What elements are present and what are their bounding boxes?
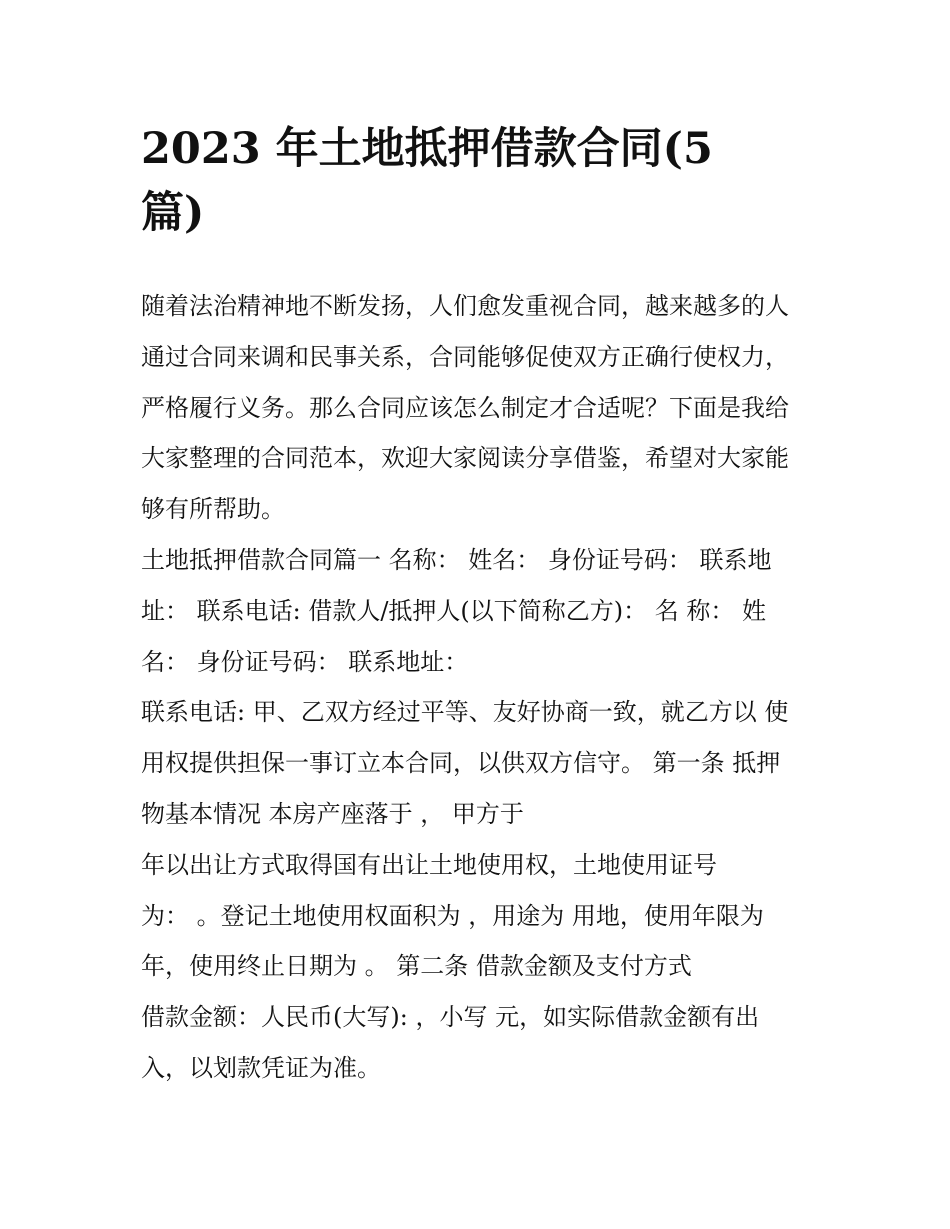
body-line: 随着法治精神地不断发扬，人们愈发重视合同，越来越多的人 xyxy=(141,292,789,320)
document-body xyxy=(141,281,821,1094)
body-line: 严格履行义务。那么合同应该怎么制定才合适呢？下面是我给 xyxy=(141,393,789,422)
body-line: 土地抵押借款合同篇一 名称： 姓名： 身份证号码： 联系地 xyxy=(141,545,772,574)
body-line: 年以出让方式取得国有出让土地使用权，土地使用证号 xyxy=(141,850,717,879)
body-line: 大家整理的合同范本，欢迎大家阅读分享借鉴，希望对大家能 xyxy=(141,444,789,473)
document-title xyxy=(141,117,781,245)
body-line: 联系电话: 甲、乙双方经过平等、友好协商一致，就乙方以 使 xyxy=(141,698,789,727)
document-title-line-2: 篇) xyxy=(141,188,205,238)
body-line: 入，以划款凭证为准。 xyxy=(141,1053,381,1082)
document-title-line-1: 2023 年土地抵押借款合同(5 xyxy=(141,124,713,174)
body-line: 用权提供担保一事订立本合同，以供双方信守。 第一条 抵押 xyxy=(141,749,781,778)
body-line: 通过合同来调和民事关系，合同能够促使双方正确行使权力， xyxy=(141,342,789,371)
body-line: 够有所帮助。 xyxy=(141,495,285,524)
body-line: 物基本情况 本房产座落于 ， 甲方于 xyxy=(141,799,524,828)
body-line: 为： 。登记土地使用权面积为 ，用途为 用地，使用年限为 xyxy=(141,901,764,930)
body-line: 址： 联系电话: 借款人/抵押人(以下简称乙方)： 名 称： 姓 xyxy=(141,596,767,625)
body-line: 年，使用终止日期为 。 第二条 借款金额及支付方式 xyxy=(141,952,692,981)
body-line: 名： 身份证号码： 联系地址： xyxy=(141,647,469,676)
body-line: 借款金额：人民币(大写): ，小写 元，如实际借款金额有出 xyxy=(141,1003,760,1032)
